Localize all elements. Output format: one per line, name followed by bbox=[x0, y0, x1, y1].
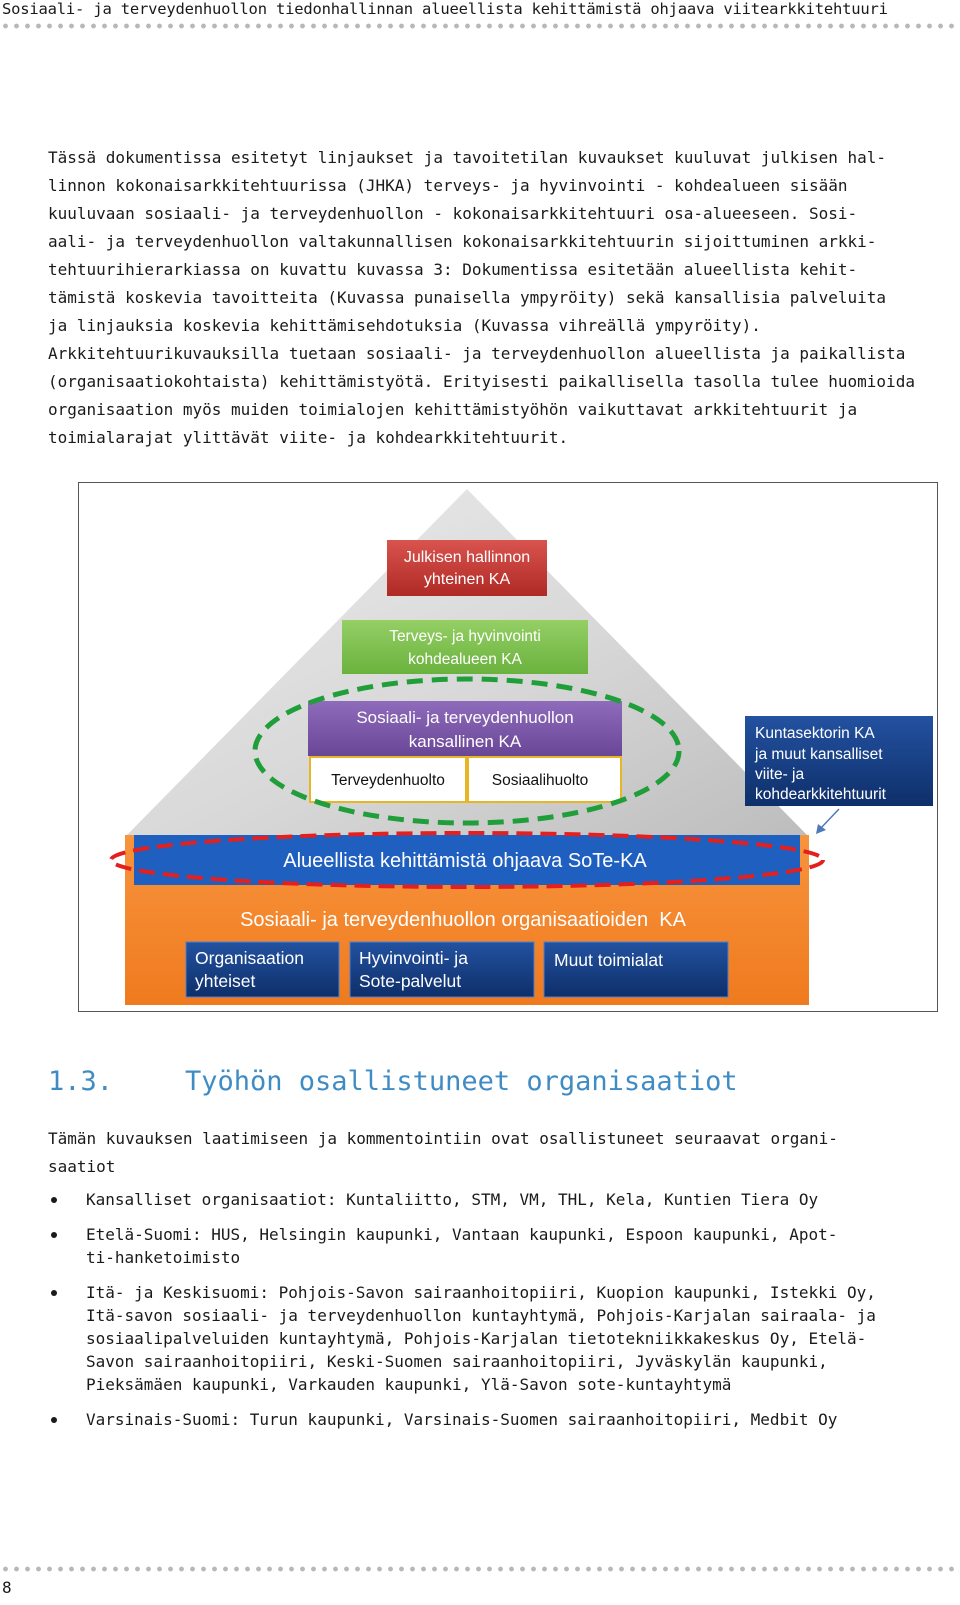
org-box-sote-label: Sote-palvelut bbox=[359, 971, 462, 991]
level3-label: Sosiaali- ja terveydenhuollon bbox=[356, 708, 574, 727]
header-title: Sosiaali- ja terveydenhuollon tiedonhallinnan alueellista kehittämistä ohjaava viitearkkitehtuuri bbox=[2, 0, 888, 18]
intro-paragraph bbox=[48, 144, 915, 452]
section-heading bbox=[48, 1066, 738, 1097]
organisation-list bbox=[48, 1188, 908, 1443]
list-item-line: Kansalliset organisaatiot: Kuntaliitto, STM, VM, THL, Kela, Kuntien Tiera Oy bbox=[86, 1190, 819, 1209]
side-box-label: ja muut kansalliset bbox=[755, 746, 883, 763]
list-item bbox=[48, 1188, 908, 1211]
section-line: saatiot bbox=[48, 1157, 116, 1176]
intro-line: toimialarajat ylittävät viite- ja kohdearkkitehtuurit. bbox=[48, 428, 569, 447]
list-item-line: ti-hanketoimisto bbox=[86, 1248, 241, 1267]
list-item-line: Itä- ja Keskisuomi: Pohjois-Savon sairaanhoitopiiri, Kuopion kaupunki, Istekki Oy, bbox=[86, 1283, 876, 1302]
regional-band-label: Alueellista kehittämistä ohjaava SoTe-KA bbox=[283, 850, 647, 872]
side-box-label: Kuntasektorin KA bbox=[755, 725, 875, 742]
section-line: Tämän kuvauksen laatimiseen ja kommentointiin ovat osallistuneet seuraavat organi- bbox=[48, 1129, 838, 1148]
org-box-yhteiset-label: yhteiset bbox=[195, 971, 256, 991]
intro-line: Tässä dokumentissa esitetyt linjaukset ja tavoitetilan kuvaukset kuuluvat julkisen hal- bbox=[48, 148, 887, 167]
architecture-figure bbox=[78, 482, 938, 1012]
intro-line: kuuluvaan sosiaali- ja terveydenhuollon - kokonaisarkkitehtuuri osa-alueeseen. Sosi- bbox=[48, 204, 858, 223]
list-item-line: Varsinais-Suomi: Turun kaupunki, Varsinais-Suomen sairaanhoitopiiri, Medbit Oy bbox=[86, 1410, 838, 1429]
intro-line: tämistä koskevia tavoitteita (Kuvassa punaisella ympyröity) sekä kansallisia palveluita bbox=[48, 288, 887, 307]
list-item bbox=[48, 1408, 908, 1431]
terveydenhuolto-label: Terveydenhuolto bbox=[331, 772, 445, 789]
list-item bbox=[48, 1223, 908, 1269]
list-item bbox=[48, 1281, 908, 1396]
intro-line: organisaation myös muiden toimialojen kehittämistyöhön vaikuttavat arkkitehtuurit ja bbox=[48, 400, 858, 419]
section-number: 1.3. bbox=[48, 1066, 114, 1097]
arrow-icon bbox=[816, 809, 839, 834]
side-box-label: viite- ja bbox=[755, 766, 805, 783]
intro-line: aali- ja terveydenhuollon valtakunnallisen kokonaisarkkitehtuurin sijoittuminen arkki- bbox=[48, 232, 877, 251]
level1-label: Julkisen hallinnon bbox=[403, 549, 531, 566]
section-paragraph bbox=[48, 1125, 878, 1181]
list-item-line: Savon sairaanhoitopiiri, Keski-Suomen sairaanhoitopiiri, Jyväskylän kaupunki, bbox=[86, 1352, 828, 1371]
intro-line: Arkkitehtuurikuvauksilla tuetaan sosiaali- ja terveydenhuollon alueellista ja paikallista bbox=[48, 344, 906, 363]
org-box-yhteiset-label: Organisaation bbox=[195, 948, 304, 968]
org-band-label: Sosiaali- ja terveydenhuollon organisaatioiden KA bbox=[240, 909, 686, 931]
org-box-sote-label: Hyvinvointi- ja bbox=[359, 948, 468, 968]
side-box-label: kohdearkkitehtuurit bbox=[755, 786, 886, 803]
org-box-muut-label: Muut toimialat bbox=[554, 950, 663, 970]
list-item-line: sosiaalipalveluiden kuntayhtymä, Pohjois-Karjalan tietotekniikkakeskus Oy, Etelä- bbox=[86, 1329, 867, 1348]
intro-line: (organisaatiokohtaista) kehittämistyötä. Erityisesti paikallisella tasolla tulee huomioida bbox=[48, 372, 915, 391]
list-item-line: Pieksämäen kaupunki, Varkauden kaupunki, Ylä-Savon sote-kuntayhtymä bbox=[86, 1375, 732, 1394]
intro-line: linnon kokonaisarkkitehtuurissa (JHKA) terveys- ja hyvinvointi - kohdealueen sisään bbox=[48, 176, 848, 195]
page-number: 8 bbox=[2, 1578, 12, 1597]
list-item-line: Etelä-Suomi: HUS, Helsingin kaupunki, Vantaan kaupunki, Espoon kaupunki, Apot- bbox=[86, 1225, 838, 1244]
header-dotted-divider bbox=[0, 23, 955, 29]
list-item-line: Itä-savon sosiaali- ja terveydenhuollon kuntayhtymä, Pohjois-Karjalan sairaala- ja bbox=[86, 1306, 876, 1325]
pyramid-diagram bbox=[79, 483, 937, 1011]
sosiaalihuolto-label: Sosiaalihuolto bbox=[491, 772, 589, 789]
intro-line: tehtuurihierarkiassa on kuvattu kuvassa 3: Dokumentissa esitetään alueellista kehit- bbox=[48, 260, 858, 279]
level2-label: kohdealueen KA bbox=[408, 651, 522, 668]
footer-dotted-divider bbox=[0, 1566, 955, 1572]
level3-label: kansallinen KA bbox=[408, 732, 522, 751]
intro-line: ja linjauksia koskevia kehittämisehdotuksia (Kuvassa vihreällä ympyröity). bbox=[48, 316, 761, 335]
level1-label: yhteinen KA bbox=[423, 571, 511, 588]
level2-label: Terveys- ja hyvinvointi bbox=[389, 628, 541, 645]
section-title: Työhön osallistuneet organisaatiot bbox=[185, 1066, 738, 1097]
